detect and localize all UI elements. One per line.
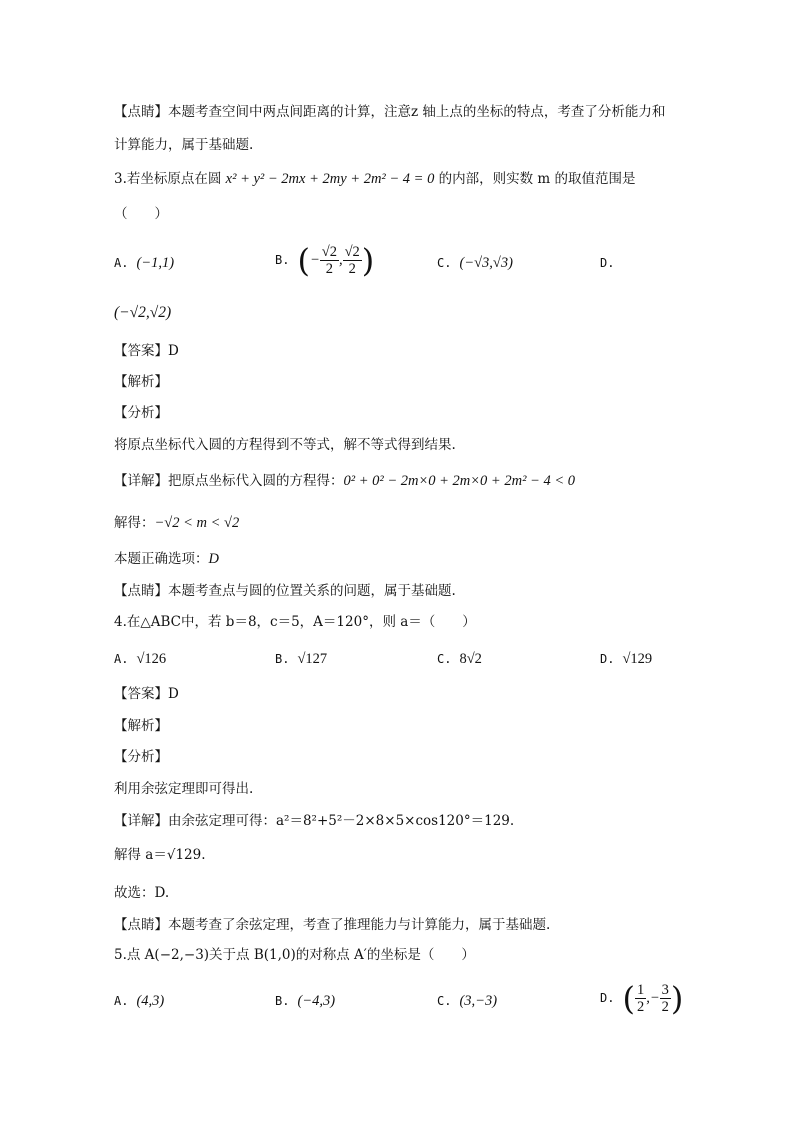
option-value: (4,3) — [136, 993, 165, 1009]
q3-stem — [114, 170, 636, 188]
option-value: √126 — [136, 651, 167, 667]
q3-correct-option — [114, 550, 219, 568]
option-label: C. — [437, 652, 452, 666]
q3-stem-prefix: 3.若坐标原点在圆 — [114, 171, 226, 187]
q5-option-c — [437, 991, 497, 1011]
option-label: A. — [114, 652, 129, 666]
q3-option-d-value — [114, 303, 171, 323]
q3-stem-suffix: 的内部，则实数 m 的取值范围是 — [434, 171, 636, 187]
option-label: A. — [114, 994, 129, 1008]
left-paren: ( — [297, 241, 310, 280]
q4-option-b — [275, 649, 327, 669]
q4-option-a — [114, 649, 166, 669]
q3-option-d-label — [600, 253, 622, 273]
q3-fenxi-heading: 【分析】 — [114, 405, 168, 421]
q3-detail-inequality: 0² + 0² − 2m×0 + 2m×0 + 2m² − 4 < 0 — [343, 473, 575, 489]
minus-sign: − — [309, 252, 320, 268]
q3-analysis-heading: 【解析】 — [114, 374, 168, 390]
q3-option-a — [114, 253, 174, 273]
option-label: B. — [275, 253, 290, 267]
fraction: $\frac{1}{2}$ — [636, 982, 645, 1015]
q3-solve-prefix: 解得： — [114, 515, 155, 531]
q4-fenxi-heading: 【分析】 — [114, 749, 168, 765]
q4-fenxi-text: 利用余弦定理即可得出. — [114, 781, 254, 797]
option-label: D. — [600, 991, 615, 1005]
q5-option-d: D. ( $\frac{1}{2}$ ,− $\frac{3}{2}$ ) — [600, 979, 684, 1018]
option-label: D. — [600, 652, 615, 666]
option-value: √127 — [297, 651, 328, 667]
q3-solve — [114, 514, 239, 532]
left-paren: ( — [622, 979, 635, 1018]
fraction: $\frac{√2}{2}$ — [321, 244, 337, 277]
option-label: D. — [600, 256, 615, 270]
q4-comment: 【点睛】本题考查了余弦定理，考查了推理能力与计算能力，属于基础题. — [114, 917, 551, 933]
q3-option-b: B. (− $\frac{√2}{2}$ , $\frac{√2}{2}$ ) — [275, 241, 375, 280]
q4-detail: 【详解】由余弦定理可得：a²＝8²+5²－2×8×5×cos120°＝129. — [114, 813, 515, 829]
q3-correct-letter: D — [208, 551, 219, 567]
q4-stem: 4.在△ABC中，若 b＝8，c＝5，A＝120°，则 a＝（ ） — [114, 614, 476, 630]
option-label: A. — [114, 256, 129, 270]
option-label: C. — [437, 994, 452, 1008]
option-value: (3,−3) — [459, 993, 498, 1009]
q3-option-c — [437, 253, 513, 273]
option-value: (−4,3) — [297, 993, 336, 1009]
option-label: B. — [275, 652, 290, 666]
q2-comment-line1: 【点睛】本题考查空间中两点间距离的计算，注意z 轴上点的坐标的特点，考查了分析能力和 — [114, 104, 666, 120]
q4-option-c — [437, 649, 482, 669]
q4-option-d — [600, 649, 652, 669]
q3-answer: 【答案】D — [114, 343, 179, 359]
q3-detail — [114, 472, 575, 490]
option-value: (−1,1) — [136, 255, 175, 271]
fraction: $\frac{√2}{2}$ — [344, 244, 360, 277]
option-value: 8√2 — [459, 651, 482, 667]
q5-stem: 5.点 A(−2,−3)关于点 B(1,0)的对称点 A′的坐标是（ ） — [114, 947, 475, 963]
option-value: √129 — [622, 651, 653, 667]
option-label: C. — [437, 256, 452, 270]
option-value: (−√3,√3) — [459, 255, 513, 271]
q4-analysis-heading: 【解析】 — [114, 718, 168, 734]
q3-paren: （ ） — [114, 206, 168, 222]
q5-option-b — [275, 991, 335, 1011]
option-label: B. — [275, 994, 290, 1008]
q4-answer: 【答案】D — [114, 686, 179, 702]
q3-circle-equation: x² + y² − 2mx + 2my + 2m² − 4 = 0 — [225, 171, 435, 187]
q3-comment: 【点睛】本题考查点与圆的位置关系的问题，属于基础题. — [114, 583, 456, 599]
q3-correct-prefix: 本题正确选项： — [114, 551, 209, 567]
q3-detail-prefix: 【详解】把原点坐标代入圆的方程得： — [114, 473, 344, 489]
option-value: (−√2,√2) — [114, 304, 172, 321]
right-paren: ) — [361, 241, 375, 280]
q3-solve-range: −√2 < m < √2 — [154, 515, 240, 531]
q4-solve: 解得 a＝√129. — [114, 847, 206, 863]
q4-choice: 故选：D. — [114, 885, 170, 901]
fraction: $\frac{3}{2}$ — [661, 982, 669, 1015]
q3-fenxi-text: 将原点坐标代入圆的方程得到不等式，解不等式得到结果. — [114, 437, 456, 453]
q2-comment-line2: 计算能力，属于基础题. — [114, 137, 254, 153]
q5-option-a — [114, 991, 164, 1011]
right-paren: ) — [670, 979, 684, 1018]
